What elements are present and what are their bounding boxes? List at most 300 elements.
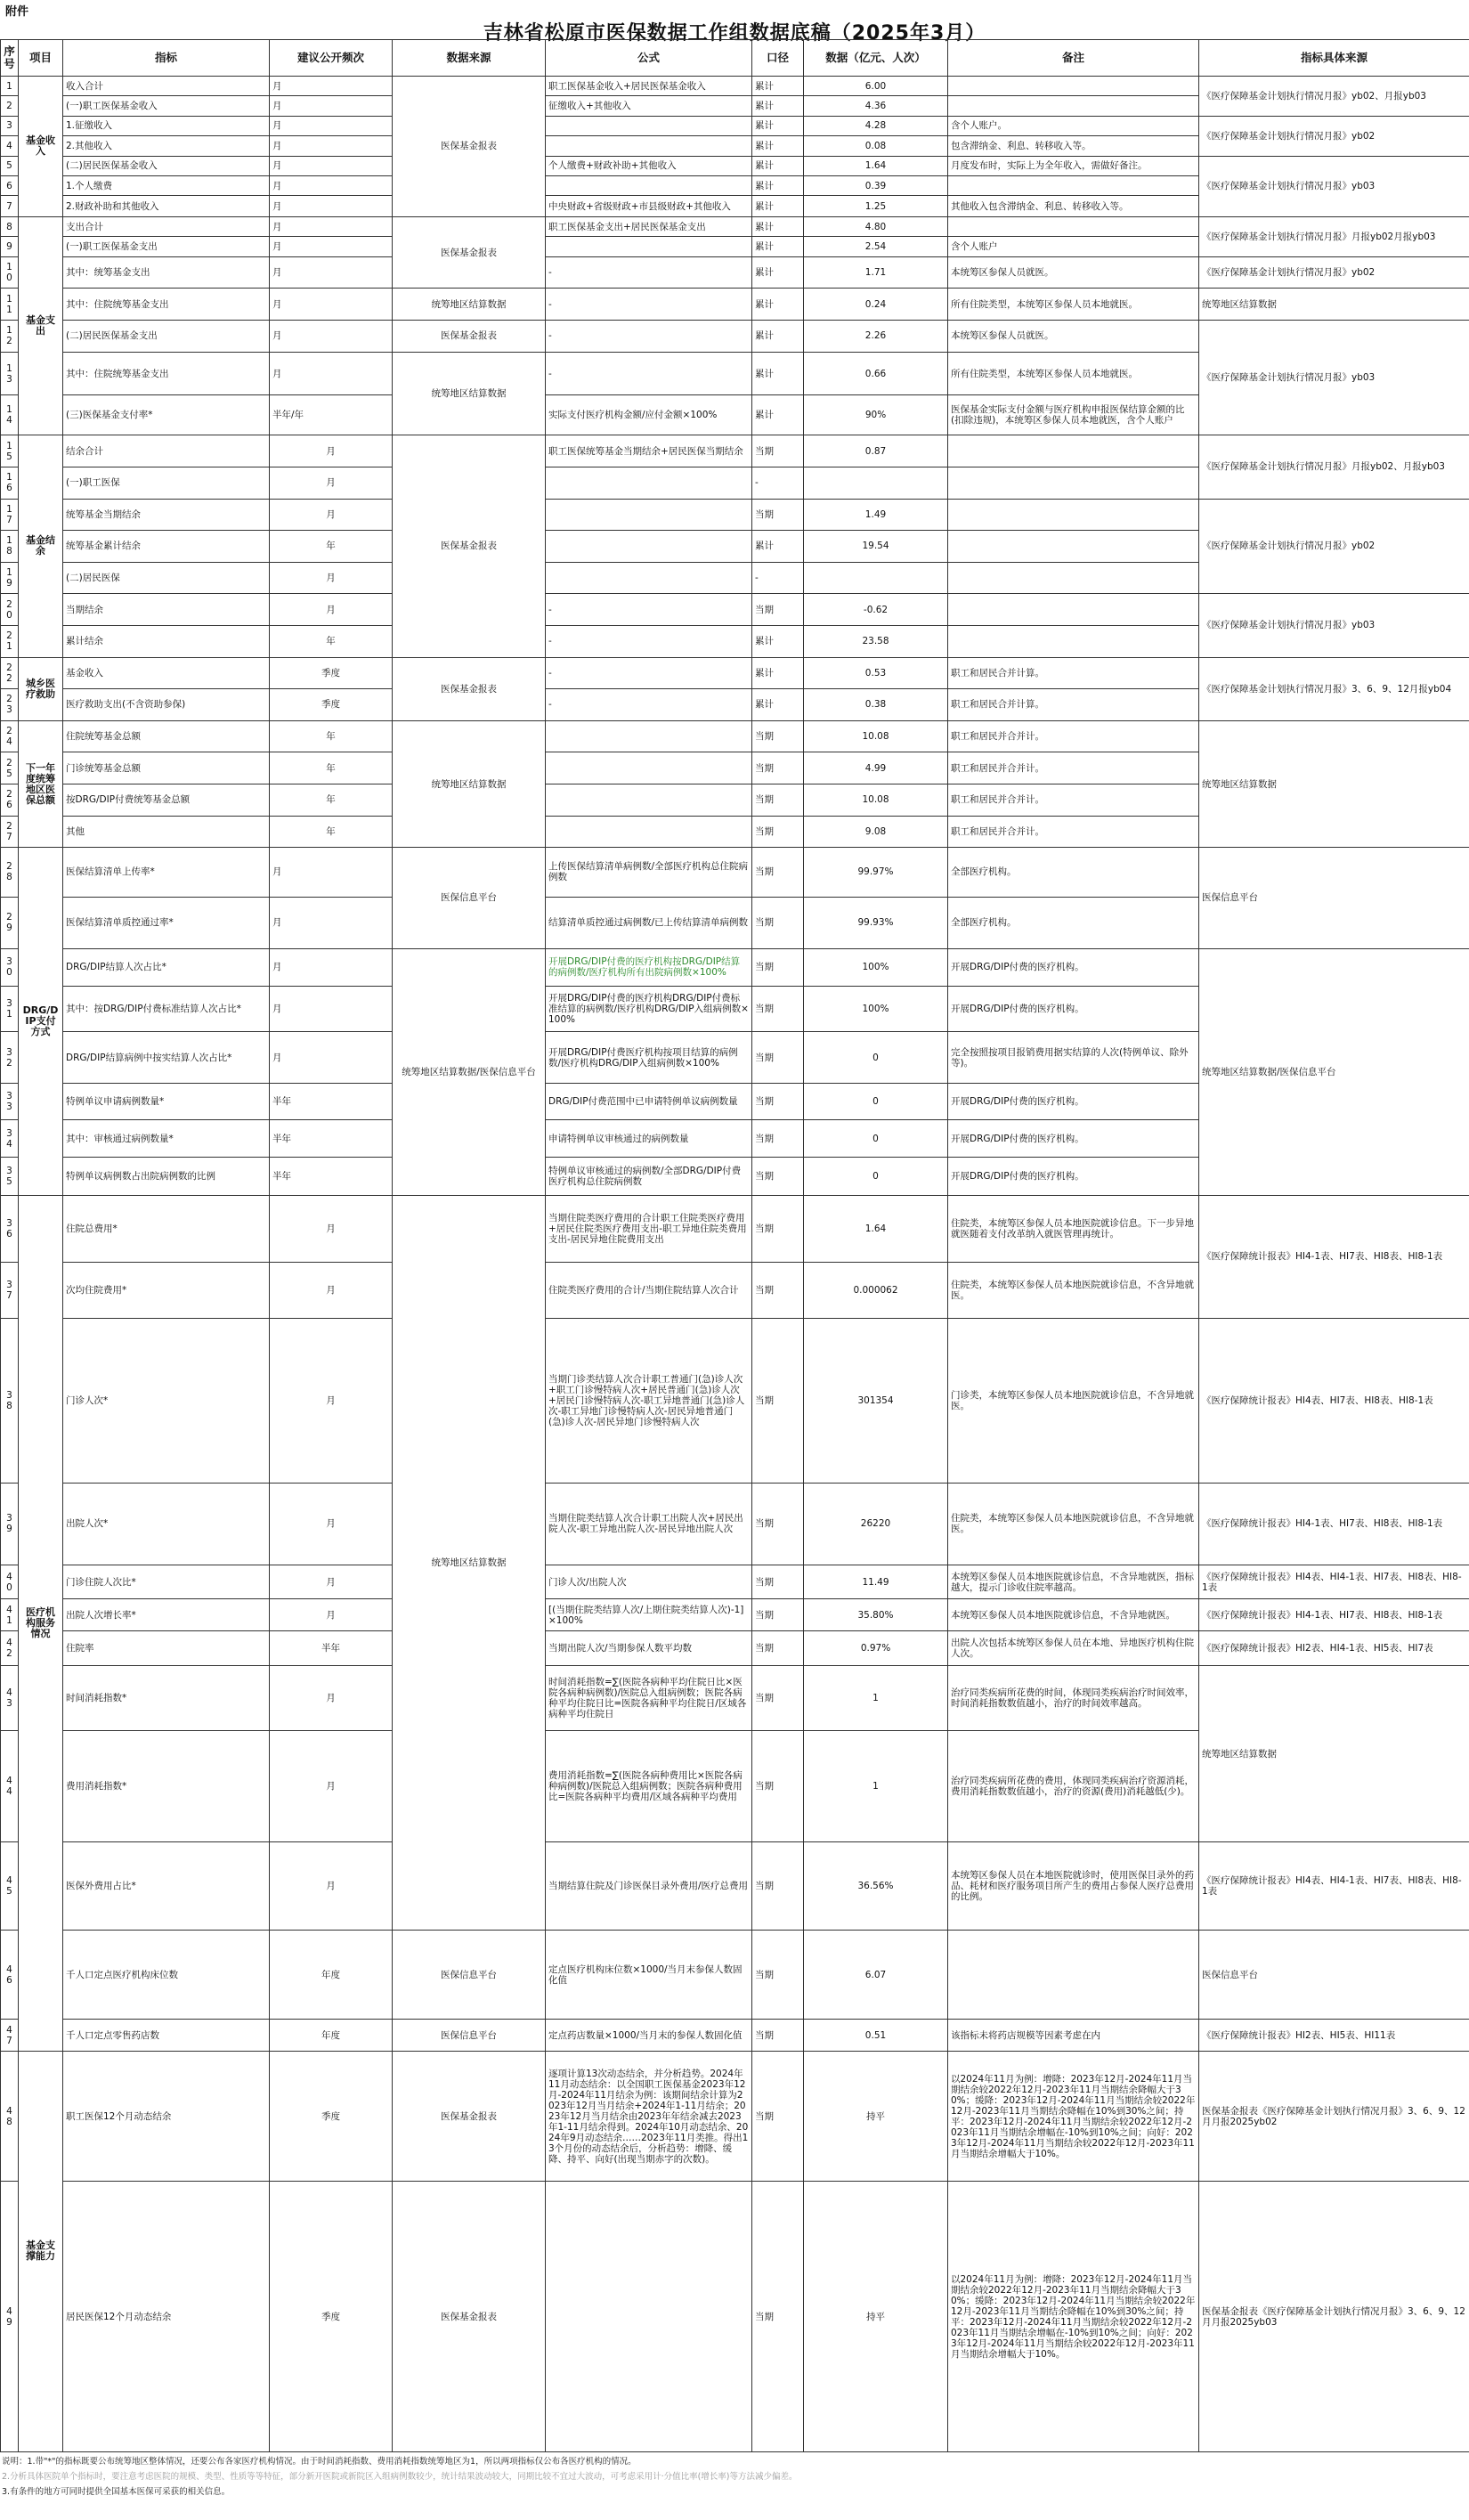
category-label: 医疗机构服务情况 — [19, 1195, 63, 2051]
publish-frequency: 月 — [270, 1262, 393, 1318]
publish-frequency: 月 — [270, 1483, 393, 1565]
formula: 当期住院类医疗费用的合计职工住院类医疗费用+居民住院类医疗费用支出-职工异地住院类费用支出-居民异地住院费用支出 — [546, 1195, 752, 1262]
scope: 当期 — [752, 752, 804, 784]
data-value: 4.28 — [804, 116, 948, 135]
table-row — [1, 289, 1469, 321]
formula — [546, 752, 752, 784]
indicator-name: 住院率 — [63, 1630, 270, 1666]
row-number: 15 — [1, 435, 19, 467]
scope: 当期 — [752, 1195, 804, 1262]
formula — [546, 562, 752, 594]
data-value: -0.62 — [804, 594, 948, 626]
formula: 个人缴费+财政补助+其他收入 — [546, 156, 752, 175]
indicator-name: 医保结算清单上传率* — [63, 848, 270, 897]
note-line: 3.有条件的地方可同时提供全国基本医保可采获的相关信息。 — [2, 2487, 231, 2497]
header-cell: 序号 — [1, 40, 19, 77]
header-cell: 项目 — [19, 40, 63, 77]
data-value: 4.80 — [804, 217, 948, 237]
row-number: 36 — [1, 1195, 19, 1262]
table-row — [1, 657, 1469, 689]
scope: 累计 — [752, 657, 804, 689]
indicator-source: 《医疗保障统计报表》HI2表、HI4-1表、HI5表、HI7表 — [1199, 1630, 1469, 1666]
remark: 开展DRG/DIP付费的医疗机构。 — [948, 948, 1199, 986]
scope: 累计 — [752, 237, 804, 256]
remark — [948, 435, 1199, 467]
scope: 累计 — [752, 76, 804, 95]
note-line: 说明：1.带"*"的指标既要公布统筹地区整体情况，还要公布各家医疗机构情况。由于时间消耗指数、费用消耗指数统筹地区为1，所以两项指标仅公布各医疗机构的情况。 — [2, 2457, 637, 2467]
indicator-name: (一)职工医保 — [63, 467, 270, 499]
publish-frequency: 半年 — [270, 1158, 393, 1195]
indicator-name: 医保外费用占比* — [63, 1842, 270, 1931]
row-number: 38 — [1, 1319, 19, 1484]
publish-frequency: 月 — [270, 1032, 393, 1084]
indicator-name: 住院总费用* — [63, 1195, 270, 1262]
remark — [948, 531, 1199, 563]
publish-frequency: 年 — [270, 816, 393, 848]
data-source: 医保基金报表 — [393, 657, 546, 720]
indicator-name: 2.财政补助和其他收入 — [63, 196, 270, 217]
remark — [948, 594, 1199, 626]
table-row — [1, 948, 1469, 986]
indicator-name: 千人口定点零售药店数 — [63, 2020, 270, 2052]
data-value: 35.80% — [804, 1599, 948, 1631]
indicator-name: 医保结算清单质控通过率* — [63, 897, 270, 948]
remark: 职工和居民合并计算。 — [948, 689, 1199, 721]
row-number: 34 — [1, 1120, 19, 1158]
data-source: 统筹地区结算数据 — [393, 1195, 546, 1931]
indicator-name: 按DRG/DIP付费统筹基金总额 — [63, 784, 270, 817]
remark: 职工和居民合并计算。 — [948, 657, 1199, 689]
indicator-source: 《医疗保障统计报表》HI4表、HI4-1表、HI7表、HI8表、HI8-1表 — [1199, 1565, 1469, 1598]
table-row — [1, 1630, 1469, 1666]
indicator-name: 基金收入 — [63, 657, 270, 689]
formula — [546, 467, 752, 499]
scope: 当期 — [752, 784, 804, 817]
indicator-name: 特例单议病例数占出院病例数的比例 — [63, 1158, 270, 1195]
table-row — [1, 76, 1469, 95]
data-value: 1.71 — [804, 256, 948, 289]
data-value: 4.36 — [804, 96, 948, 116]
remark: 含个人账户。 — [948, 116, 1199, 135]
formula: 当期门诊类结算人次合计职工普通门(急)诊人次+职工门诊慢特病人次+居民普通门(急)诊人次+居民门诊慢特病人次-职工异地普通门(急)诊人次-职工异地门诊慢特病人次-居民异地普通门(急)诊人次-居民异地门诊慢特病人次 — [546, 1319, 752, 1484]
remark: 全部医疗机构。 — [948, 848, 1199, 897]
indicator-source: 《医疗保障统计报表》HI4-1表、HI7表、HI8表、HI8-1表 — [1199, 1599, 1469, 1631]
data-source: 医保基金报表 — [393, 2051, 546, 2181]
formula: - — [546, 256, 752, 289]
publish-frequency: 年 — [270, 720, 393, 752]
publish-frequency: 年度 — [270, 2020, 393, 2052]
publish-frequency: 半年 — [270, 1630, 393, 1666]
formula — [546, 116, 752, 135]
publish-frequency: 季度 — [270, 2182, 393, 2452]
scope: 当期 — [752, 2020, 804, 2052]
publish-frequency: 月 — [270, 986, 393, 1031]
row-number: 9 — [1, 237, 19, 256]
scope: 累计 — [752, 136, 804, 156]
data-value: 23.58 — [804, 625, 948, 657]
indicator-source: 统筹地区结算数据/医保信息平台 — [1199, 948, 1469, 1195]
header-row — [1, 40, 1469, 77]
remark: 治疗同类疾病所花费的费用，体现同类疾病治疗资源消耗，费用消耗指数数值越小，治疗的资源(费用)消耗越低(少)。 — [948, 1730, 1199, 1841]
data-value: 10.08 — [804, 784, 948, 817]
data-value: 10.08 — [804, 720, 948, 752]
row-number: 30 — [1, 948, 19, 986]
data-source: 统筹地区结算数据/医保信息平台 — [393, 948, 546, 1195]
formula: - — [546, 657, 752, 689]
remark: 住院类，本统筹区参保人员本地医院就诊信息，不含异地就医。 — [948, 1483, 1199, 1565]
table-row — [1, 156, 1469, 175]
scope: 累计 — [752, 689, 804, 721]
header-cell: 口径 — [752, 40, 804, 77]
scope: - — [752, 467, 804, 499]
data-table — [0, 39, 1469, 2452]
row-number: 20 — [1, 594, 19, 626]
indicator-name: 收入合计 — [63, 76, 270, 95]
formula — [546, 499, 752, 531]
indicator-source: 统筹地区结算数据 — [1199, 1666, 1469, 1842]
table-row — [1, 435, 1469, 467]
publish-frequency: 季度 — [270, 2051, 393, 2181]
scope: 当期 — [752, 2182, 804, 2452]
scope: 当期 — [752, 1120, 804, 1158]
row-number: 12 — [1, 321, 19, 353]
remark: 本统筹区参保人员本地医院就诊信息，不含异地就医，指标越大，提示门诊收住院率越高。 — [948, 1565, 1199, 1598]
formula: - — [546, 289, 752, 321]
data-value: 301354 — [804, 1319, 948, 1484]
row-number: 49 — [1, 2182, 19, 2452]
data-value: 19.54 — [804, 531, 948, 563]
remark: 治疗同类疾病所花费的时间，体现同类疾病治疗时间效率，时间消耗指数数值越小，治疗的时间效率越高。 — [948, 1666, 1199, 1731]
indicator-source: 《医疗保障基金计划执行情况月报》月报yb02、月报yb03 — [1199, 435, 1469, 499]
scope: 当期 — [752, 1931, 804, 2020]
table-row — [1, 1483, 1469, 1565]
data-source: 医保基金报表 — [393, 76, 546, 216]
row-number: 13 — [1, 352, 19, 395]
data-source: 医保基金报表 — [393, 321, 546, 353]
row-number: 19 — [1, 562, 19, 594]
row-number: 17 — [1, 499, 19, 531]
scope: 累计 — [752, 352, 804, 395]
row-number: 16 — [1, 467, 19, 499]
indicator-name: 其中：统筹基金支出 — [63, 256, 270, 289]
publish-frequency: 年度 — [270, 1931, 393, 2020]
formula — [546, 531, 752, 563]
remark: 职工和居民并合并计。 — [948, 784, 1199, 817]
publish-frequency: 月 — [270, 237, 393, 256]
data-value: 0.08 — [804, 136, 948, 156]
indicator-name: 统筹基金当期结余 — [63, 499, 270, 531]
category-label: 下一年度统筹地区医保总额 — [19, 720, 63, 847]
publish-frequency: 月 — [270, 848, 393, 897]
formula: 征缴收入+其他收入 — [546, 96, 752, 116]
scope: 当期 — [752, 986, 804, 1031]
header-cell: 指标 — [63, 40, 270, 77]
scope: - — [752, 562, 804, 594]
table-row — [1, 1931, 1469, 2020]
publish-frequency: 月 — [270, 499, 393, 531]
data-source: 医保基金报表 — [393, 217, 546, 289]
row-number: 45 — [1, 1842, 19, 1931]
data-value: 1 — [804, 1666, 948, 1731]
publish-frequency: 月 — [270, 175, 393, 195]
data-value: 0.39 — [804, 175, 948, 195]
remark — [948, 562, 1199, 594]
remark — [948, 217, 1199, 237]
indicator-source: 医保基金报表《医疗保障基金计划执行情况月报》3、6、9、12月月报2025yb02 — [1199, 2051, 1469, 2181]
scope: 当期 — [752, 1483, 804, 1565]
indicator-source: 《医疗保障统计报表》HI4-1表、HI7表、HI8表、HI8-1表 — [1199, 1195, 1469, 1318]
remark — [948, 76, 1199, 95]
indicator-source: 《医疗保障基金计划执行情况月报》yb02、月报yb03 — [1199, 76, 1469, 116]
data-value: 0.87 — [804, 435, 948, 467]
indicator-name: 其中：住院统筹基金支出 — [63, 352, 270, 395]
publish-frequency: 月 — [270, 1565, 393, 1598]
indicator-source: 《医疗保障基金计划执行情况月报》yb03 — [1199, 156, 1469, 217]
formula: 门诊人次/出院人次 — [546, 1565, 752, 1598]
scope: 累计 — [752, 289, 804, 321]
formula — [546, 237, 752, 256]
category-label: 城乡医疗救助 — [19, 657, 63, 720]
indicator-source: 医保信息平台 — [1199, 1931, 1469, 2020]
data-value: 1.64 — [804, 156, 948, 175]
category-label: DRG/DIP支付方式 — [19, 848, 63, 1195]
indicator-name: 2.其他收入 — [63, 136, 270, 156]
data-value: 100% — [804, 948, 948, 986]
formula — [546, 136, 752, 156]
remark: 门诊类，本统筹区参保人员本地医院就诊信息，不含异地就医。 — [948, 1319, 1199, 1484]
remark: 本统筹区参保人员就医。 — [948, 321, 1199, 353]
data-value — [804, 562, 948, 594]
publish-frequency: 月 — [270, 289, 393, 321]
header-cell: 备注 — [948, 40, 1199, 77]
scope: 当期 — [752, 816, 804, 848]
formula: 住院类医疗费用的合计/当期住院结算人次合计 — [546, 1262, 752, 1318]
publish-frequency: 月 — [270, 1842, 393, 1931]
indicator-name: 门诊统筹基金总额 — [63, 752, 270, 784]
remark: 住院类，本统筹区参保人员本地医院就诊信息。下一步异地就医随着支付改革纳入就医管理再统计。 — [948, 1195, 1199, 1262]
header-cell: 指标具体来源 — [1199, 40, 1469, 77]
publish-frequency: 月 — [270, 562, 393, 594]
indicator-source: 《医疗保障基金计划执行情况月报》yb03 — [1199, 321, 1469, 435]
scope: 当期 — [752, 1319, 804, 1484]
remark: 职工和居民并合并计。 — [948, 752, 1199, 784]
formula: 开展DRG/DIP付费的医疗机构DRG/DIP付费标准结算的病例数/医疗机构DRG/DIP入组病例数×100% — [546, 986, 752, 1031]
row-number: 21 — [1, 625, 19, 657]
indicator-name: 时间消耗指数* — [63, 1666, 270, 1731]
scope: 当期 — [752, 1630, 804, 1666]
table-row — [1, 499, 1469, 531]
publish-frequency: 月 — [270, 76, 393, 95]
publish-frequency: 月 — [270, 435, 393, 467]
formula: 费用消耗指数=∑(医院各病种费用比×医院各病种病例数)/医院总入组病例数；医院各病种费用比=医院各病种平均费用/区域各病种平均费用 — [546, 1730, 752, 1841]
indicator-name: 其中：按DRG/DIP付费标准结算人次占比* — [63, 986, 270, 1031]
data-value: 0 — [804, 1120, 948, 1158]
row-number: 42 — [1, 1630, 19, 1666]
data-source: 医保信息平台 — [393, 2020, 546, 2052]
publish-frequency: 半年 — [270, 1120, 393, 1158]
row-number: 41 — [1, 1599, 19, 1631]
note-line: 2.分析具体医院单个指标时，要注意考虑医院的规模、类型、性质等等特征，部分新开医院或新院区入组病例数较少，统计结果波动较大，同期比较不宜过大波动，可考虑采用计·分值比率(增长率)等方法减少偏差。 — [2, 2472, 798, 2482]
remark: 以2024年11月为例：增降：2023年12月-2024年11月当期结余较2022年12月-2023年11月当期结余降幅大于30%；缓降：2023年12月-2024年11月当期结余较2022年12月-2023年11月当期结余降幅在10%到30%之间；持平：2023年12月-2024年11月当期结余较2022年12月-2023年11月当期结余增幅在-10%到10%之间；向好：2023年12月-2024年11月当期结余较2022年12月-2023年11月当期结余增幅大于10%。 — [948, 2051, 1199, 2181]
formula: 结算清单质控通过病例数/已上传结算清单病例数 — [546, 897, 752, 948]
indicator-name: 居民医保12个月动态结余 — [63, 2182, 270, 2452]
scope: 累计 — [752, 531, 804, 563]
remark — [948, 467, 1199, 499]
data-source: 统筹地区结算数据 — [393, 720, 546, 847]
row-number: 1 — [1, 76, 19, 95]
table-row — [1, 256, 1469, 289]
remark: 全部医疗机构。 — [948, 897, 1199, 948]
indicator-source: 《医疗保障统计报表》HI4表、HI7表、HI8表、HI8-1表 — [1199, 1319, 1469, 1484]
scope: 当期 — [752, 1599, 804, 1631]
row-number: 25 — [1, 752, 19, 784]
data-value: 6.00 — [804, 76, 948, 95]
row-number: 46 — [1, 1931, 19, 2020]
remark: 本统筹区参保人员在本地医院就诊时，使用医保目录外的药品、耗材和医疗服务项目所产生的费用占参保人医疗总费用的比例。 — [948, 1842, 1199, 1931]
scope: 累计 — [752, 116, 804, 135]
header-cell: 数据来源 — [393, 40, 546, 77]
indicator-name: 门诊住院人次比* — [63, 1565, 270, 1598]
scope: 当期 — [752, 848, 804, 897]
indicator-source: 医保信息平台 — [1199, 848, 1469, 948]
remark: 职工和居民并合并计。 — [948, 720, 1199, 752]
indicator-name: (二)居民医保基金收入 — [63, 156, 270, 175]
formula: 职工医保统筹基金当期结余+居民医保当期结余 — [546, 435, 752, 467]
data-value: 9.08 — [804, 816, 948, 848]
data-value: 0.53 — [804, 657, 948, 689]
formula — [546, 784, 752, 817]
header-cell: 建议公开频次 — [270, 40, 393, 77]
formula: DRG/DIP付费范围中已申请特例单议病例数量 — [546, 1084, 752, 1120]
remark: 医保基金实际支付金额与医疗机构申报医保结算金额的比(扣除违规)，本统筹区参保人员本地就医，含个人账户 — [948, 395, 1199, 435]
data-value: 6.07 — [804, 1931, 948, 2020]
row-number: 26 — [1, 784, 19, 817]
indicator-source: 《医疗保障基金计划执行情况月报》yb02 — [1199, 499, 1469, 594]
publish-frequency: 年 — [270, 784, 393, 817]
scope: 当期 — [752, 720, 804, 752]
table-row — [1, 217, 1469, 237]
publish-frequency: 半年/年 — [270, 395, 393, 435]
row-number: 37 — [1, 1262, 19, 1318]
indicator-name: (一)职工医保基金支出 — [63, 237, 270, 256]
remark: 月度发布时，实际上为全年收入，需做好备注。 — [948, 156, 1199, 175]
row-number: 2 — [1, 96, 19, 116]
remark — [948, 625, 1199, 657]
indicator-source: 《医疗保障统计报表》HI4表、HI4-1表、HI7表、HI8表、HI8-1表 — [1199, 1842, 1469, 1931]
scope: 当期 — [752, 897, 804, 948]
table-row — [1, 321, 1469, 353]
scope: 当期 — [752, 1262, 804, 1318]
row-number: 4 — [1, 136, 19, 156]
formula: 逐项计算13次动态结余，并分析趋势。2024年11月动态结余：以全国职工医保基金2023年12月-2024年11月结余为例：该期间结余计算为2023年12月当月结余+2024年1-11月结余；2023年12月当月结余由2023年年结余减去2023年1-11月结余得到。2024年10月动态结余、2024年9月动态结余……2023年11月类推。得出13个月份的动态结余后，分析趋势：增降、缓降、持平、向好(出现当期赤字的次数)。 — [546, 2051, 752, 2181]
indicator-name: 费用消耗指数* — [63, 1730, 270, 1841]
formula: 开展DRG/DIP付费医疗机构按项目结算的病例数/医疗机构DRG/DIP入组病例数×100% — [546, 1032, 752, 1084]
remark — [948, 175, 1199, 195]
row-number: 7 — [1, 196, 19, 217]
formula: - — [546, 321, 752, 353]
scope: 当期 — [752, 1084, 804, 1120]
formula: 当期结算住院及门诊医保目录外费用/医疗总费用 — [546, 1842, 752, 1931]
scope: 当期 — [752, 2051, 804, 2181]
remark: 职工和居民并合并计。 — [948, 816, 1199, 848]
data-value: 1 — [804, 1730, 948, 1841]
publish-frequency: 月 — [270, 897, 393, 948]
indicator-name: 1.个人缴费 — [63, 175, 270, 195]
header-cell: 数据（亿元、人次） — [804, 40, 948, 77]
publish-frequency: 月 — [270, 321, 393, 353]
publish-frequency: 月 — [270, 256, 393, 289]
scope: 当期 — [752, 1666, 804, 1731]
formula: - — [546, 625, 752, 657]
data-source: 统筹地区结算数据 — [393, 289, 546, 321]
indicator-name: 次均住院费用* — [63, 1262, 270, 1318]
formula — [546, 2182, 752, 2452]
data-value: 4.99 — [804, 752, 948, 784]
scope: 当期 — [752, 1565, 804, 1598]
remark: 开展DRG/DIP付费的医疗机构。 — [948, 986, 1199, 1031]
row-number: 33 — [1, 1084, 19, 1120]
indicator-name: (三)医保基金支付率* — [63, 395, 270, 435]
formula: 申请特例单议审核通过的病例数量 — [546, 1120, 752, 1158]
scope: 当期 — [752, 594, 804, 626]
remark: 开展DRG/DIP付费的医疗机构。 — [948, 1158, 1199, 1195]
indicator-name: 门诊人次* — [63, 1319, 270, 1484]
formula: - — [546, 352, 752, 395]
category-label: 基金收入 — [19, 76, 63, 216]
indicator-name: 特例单议申请病例数量* — [63, 1084, 270, 1120]
row-number: 14 — [1, 395, 19, 435]
table-row — [1, 116, 1469, 135]
formula: - — [546, 689, 752, 721]
data-value: 2.26 — [804, 321, 948, 353]
indicator-source: 《医疗保障基金计划执行情况月报》yb02 — [1199, 116, 1469, 156]
table-row — [1, 594, 1469, 626]
row-number: 32 — [1, 1032, 19, 1084]
table-row — [1, 1599, 1469, 1631]
publish-frequency: 年 — [270, 531, 393, 563]
row-number: 29 — [1, 897, 19, 948]
data-value: 90% — [804, 395, 948, 435]
row-number: 3 — [1, 116, 19, 135]
publish-frequency: 月 — [270, 467, 393, 499]
data-value: 0.66 — [804, 352, 948, 395]
publish-frequency: 月 — [270, 96, 393, 116]
formula: 时间消耗指数=∑(医院各病种平均住院日比×医院各病种病例数)/医院总入组病例数；医院各病种平均住院日比=医院各病种平均住院日/区域各病种平均住院日 — [546, 1666, 752, 1731]
scope: 累计 — [752, 321, 804, 353]
scope: 当期 — [752, 1842, 804, 1931]
publish-frequency: 月 — [270, 352, 393, 395]
indicator-name: 累计结余 — [63, 625, 270, 657]
table-row — [1, 1666, 1469, 1731]
scope: 当期 — [752, 435, 804, 467]
row-number: 5 — [1, 156, 19, 175]
data-value: 11.49 — [804, 1565, 948, 1598]
indicator-name: (一)职工医保基金收入 — [63, 96, 270, 116]
formula: 定点药店数量×1000/当月末的参保人数固化值 — [546, 2020, 752, 2052]
indicator-source: 《医疗保障统计报表》HI2表、HI5表、HI11表 — [1199, 2020, 1469, 2052]
publish-frequency: 年 — [270, 752, 393, 784]
data-value: 0.38 — [804, 689, 948, 721]
remark: 所有住院类型，本统筹区参保人员本地就医。 — [948, 289, 1199, 321]
publish-frequency: 月 — [270, 156, 393, 175]
publish-frequency: 月 — [270, 1730, 393, 1841]
scope: 累计 — [752, 196, 804, 217]
publish-frequency: 月 — [270, 136, 393, 156]
data-value: 0.000062 — [804, 1262, 948, 1318]
data-value: 0.97% — [804, 1630, 948, 1666]
document-title: 吉林省松原市医保数据工作组数据底稿（2025年3月） — [483, 22, 986, 45]
row-number: 24 — [1, 720, 19, 752]
